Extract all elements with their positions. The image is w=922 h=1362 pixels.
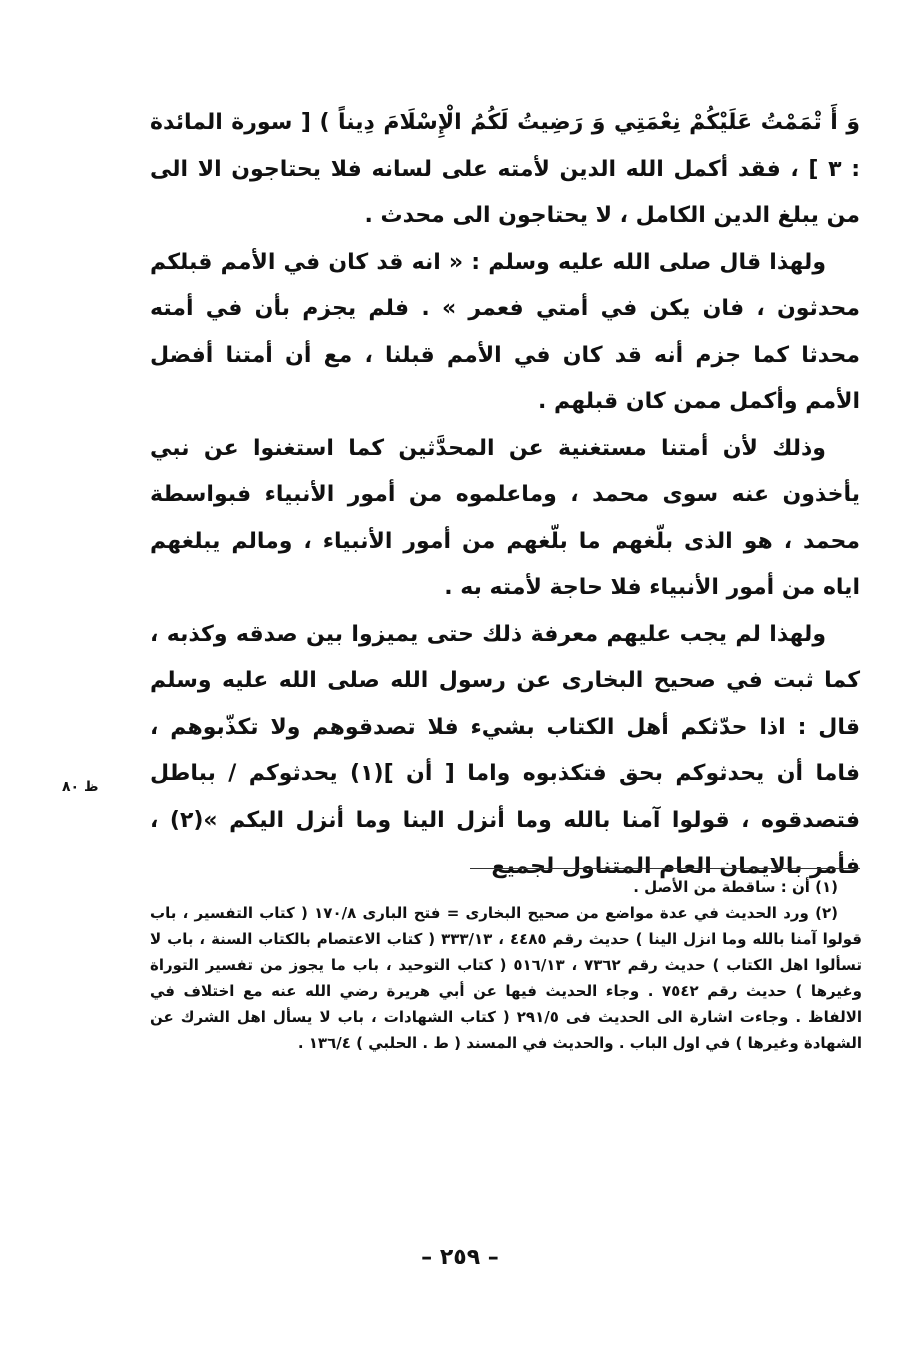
footnote-2: (٢) ورد الحديث في عدة مواضع من صحيح البخارى = فتح البارى ١٧٠/٨ ( كتاب التفسير ، باب قولوا آمنا بالله وما انزل الينا ) حديث رقم ٤٤٨٥ ، ٣٣٣/١٣ ( كتاب الاعتصام بالكتاب السنة ، باب لا تسألوا اهل الكتاب ) حديث رقم ٧٣٦٢ ، ٥١٦/١٣ ( كتاب التوحيد ، باب ما يجوز من تفسير التوراة وغيرها ) حديث رقم ٧٥٤٢ . وجاء الحديث فيها عن أبي هريرة رضي الله عنه مع اختلاف في الالفاظ . وجاءت اشارة الى الحديث فى ٢٩١/٥ ( كتاب الشهادات ، باب لا يسأل اهل الشرك عن الشهادة وغيرها ) في اول الباب . والحديث في المسند ( ط . الحلبي ) ١٣٦/٤ . — [150, 904, 863, 1052]
paragraph-2: ولهذا قال صلى الله عليه وسلم : « انه قد كان في الأمم قبلكم محدثون ، فان يكن في أمتي فعمر » . فلم يجزم بأن في أمته محدثا كما جزم أنه قد كان في الأمم قبلنا ، مع أن أمتنا أفضل الأمم وأكمل ممن كان قبلهم . — [150, 249, 860, 414]
footnotes — [150, 874, 862, 1056]
margin-folio-note: ظ ٨٠ — [62, 779, 99, 795]
page-number: – ٢٥٩ – — [421, 1245, 499, 1270]
paragraph-1: وَ أَ تْمَمْتُ عَلَيْكُمْ نِعْمَتِي وَ رَضِيتُ لَكُمُ الْإِسْلَامَ دِيناً ) [ سورة المائدة : ٣ ] ، فقد أكمل الله الدين لأمته على لسانه فلا يحتاجون الا الى من يبلغ الدين الكامل ، لا يحتاجون الى محدث . — [150, 110, 860, 228]
footnote-divider — [470, 868, 860, 869]
main-text — [150, 100, 860, 891]
footnote-1: (١) أن : ساقطة من الأصل . — [633, 878, 838, 896]
paragraph-3: وذلك لأن أمتنا مستغنية عن المحدَّثين كما استغنوا عن نبي يأخذون عنه سوى محمد ، وماعلموه من أمور الأنبياء فبواسطة محمد ، هو الذى بلّغهم ما بلّغهم من أمور الأنبياء ، ومالم يبلغهم اياه من أمور الأنبياء فلا حاجة لأمته به . — [150, 435, 860, 600]
paragraph-4: ولهذا لم يجب عليهم معرفة ذلك حتى يميزوا بين صدقه وكذبه ، كما ثبت في صحيح البخارى عن رسول الله صلى الله عليه وسلم قال : اذا حدّثكم أهل الكتاب بشيء فلا تصدقوهم ولا تكذّبوهم ، فاما أن يحدثوكم بحق فتكذبوه واما [ أن ](١) يحدثوكم / بباطل فتصدقوه ، قولوا آمنا بالله وما أنزل الينا وما أنزل اليكم »(٢) ، فأمر بالايمان العام المتناول لجميع — [150, 621, 861, 879]
